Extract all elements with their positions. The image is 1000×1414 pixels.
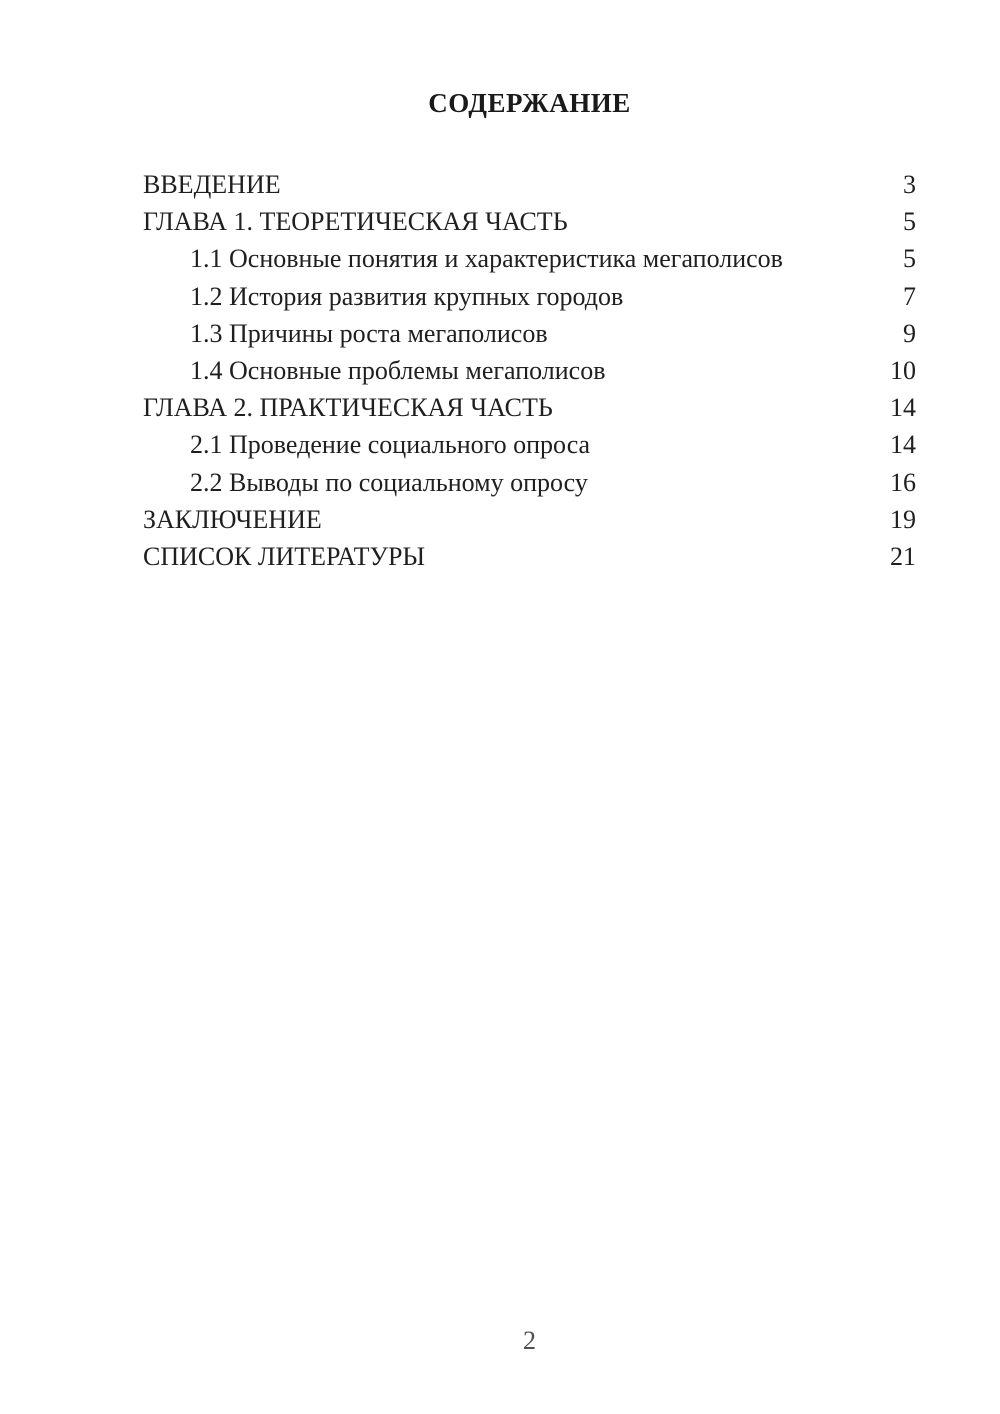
toc-entry-label: ЗАКЛЮЧЕНИЕ [143, 504, 322, 534]
toc-entry-page: 7 [903, 281, 916, 311]
toc-entry-page: 21 [890, 542, 916, 572]
toc-entry-label: ГЛАВА 2. ПРАКТИЧЕСКАЯ ЧАСТЬ [143, 393, 553, 423]
toc-entry-label: 1.2 История развития крупных городов [190, 281, 624, 311]
toc-entry [143, 501, 916, 538]
toc-entry-page: 3 [903, 170, 916, 199]
toc-entry-label: 1.4 Основные проблемы мегаполисов [190, 356, 606, 386]
toc-entry-label: 1.3 Причины роста мегаполисов [190, 318, 548, 348]
toc-entry-label: 2.1 Проведение социального опроса [190, 430, 591, 460]
toc-entry [143, 315, 916, 352]
toc-entry-label: 2.2 Выводы по социальному опросу [190, 467, 588, 497]
toc-entry-page: 5 [903, 207, 916, 237]
toc-entry [143, 426, 916, 463]
page-number: 2 [523, 1326, 536, 1355]
toc-entry-page: 16 [890, 467, 916, 497]
toc-entry [143, 240, 916, 277]
toc-entry-label: СПИСОК ЛИТЕРАТУРЫ [143, 542, 426, 572]
toc-entry-page: 5 [903, 244, 916, 274]
toc-entry [143, 203, 916, 240]
toc-entry [143, 538, 916, 575]
toc-entry-page: 19 [890, 504, 916, 534]
toc-entry-page: 10 [890, 356, 916, 386]
toc-entry [143, 278, 916, 315]
toc-entry-label: 1.1 Основные понятия и характеристика мегаполисов [190, 244, 783, 274]
toc-entry [143, 352, 916, 389]
toc-entry-page: 14 [890, 430, 916, 460]
toc-entry [143, 389, 916, 426]
page-title: СОДЕРЖАНИЕ [428, 88, 631, 118]
toc-entry-label: ГЛАВА 1. ТЕОРЕТИЧЕСКАЯ ЧАСТЬ [143, 207, 568, 237]
toc-entry [143, 166, 916, 203]
toc-entry-label: ВВЕДЕНИЕ [143, 170, 281, 199]
table-of-contents [143, 166, 916, 575]
toc-entry-page: 9 [903, 318, 916, 348]
toc-entry [143, 464, 916, 501]
toc-entry-page: 14 [890, 393, 916, 423]
